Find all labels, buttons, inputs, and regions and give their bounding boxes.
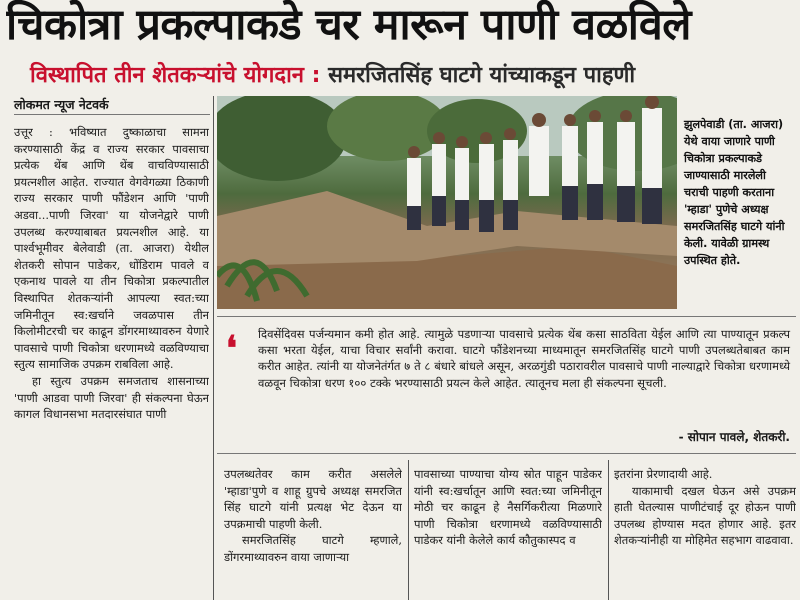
- quote-mark-icon: ❛: [226, 329, 237, 369]
- article-paragraph: हा स्तुत्य उपक्रम समजताच शासनाच्या 'पाणी आडवा पाणी जिरवा' ही संकल्पना घेऊन कागल विधानसभा मतदारसंघात पाणी: [14, 373, 209, 422]
- article-paragraph: उपलब्धतेवर काम करीत असलेले 'म्हाडा'पुणे व शाहू ग्रुपचे अध्यक्ष समरजित सिंह घाटगे यांनी प्रत्यक्ष भेट देऊन या उपक्रमाची पाहणी केली.: [224, 467, 402, 531]
- headline: चिकोत्रा प्रकल्पाकडे चर मारून पाणी वळविले: [6, 0, 691, 50]
- photo-caption: झुलपेवाडी (ता. आजरा) येथे वाया जाणारे पाणी चिकोत्रा प्रकल्पाकडे जाण्यासाठी मारलेली चराची पाहणी करताना 'म्हाडा' पुणेचे अध्यक्ष समरजितसिंह घाटगे यांनी केली. यावेळी ग्रामस्थ उपस्थित होते.: [684, 118, 785, 267]
- article-paragraph: पावसाच्या पाण्याचा योग्य स्रोत पाहून पाडेकर यांनी स्व:खर्चातून आणि स्वत:च्या जमिनीतून मोठी चर काढून हे नैसर्गिकरीत्या मिळणारे पाणी चिकोत्रा धरणामध्ये वळविण्यासाठी पाडेकर यांनी केलेले कार्य कौतुकास्पद व: [414, 467, 602, 548]
- subhead-part2: समरजितसिंह घाटगे यांच्याकडून पाहणी: [328, 63, 636, 88]
- photo-illustration: [217, 96, 677, 309]
- quote-text: दिवसेंदिवस पर्जन्यमान कमी होत आहे. त्यामुळे पडणाऱ्या पावसाचे प्रत्येक थेंब कसा साठविता येईल आणि त्या पाण्यातून प्रकल्प कसा भरता येईल, याचा विचार सर्वांनी करावा. घाटगे फौंडेशनच्या माध्यमातून समरजितसिंह घाटगे पाणी उपलब्धतेबाबत काम करीत आहेत. त्यांनी या योजनेतंर्गत ७ ते ८ बंधारे बांधले असून, अरळगुंडी पठारावरील पावसाचे पाणी नाल्याद्वारे चिकोत्रा धरणामध्ये वळवून चिकोत्रा धरण १०० टक्के भरण्यासाठी प्रयत्न केले आहेत. त्यातूनच मला ही संकल्पना सूचली.: [258, 327, 790, 390]
- column-divider: [408, 460, 409, 600]
- subheadline: [30, 60, 635, 92]
- article-column-2: [224, 466, 402, 600]
- article-column-1: [14, 124, 209, 600]
- quote-attribution: - सोपान पावले, शेतकरी.: [678, 430, 790, 444]
- byline: लोकमत न्यूज नेटवर्क: [14, 97, 109, 112]
- section-divider: [217, 316, 796, 317]
- article-paragraph: समरजितसिंह घाटगे म्हणाले, डोंगरमाथ्यावरुन वाया जाणाऱ्या: [224, 533, 402, 564]
- column-divider: [213, 96, 214, 600]
- subhead-part1: विस्थापित तीन शेतकऱ्यांचे योगदान :: [30, 63, 321, 88]
- article-column-4: [614, 466, 796, 600]
- byline-rule: [14, 114, 210, 115]
- section-divider: [217, 453, 796, 454]
- column-divider: [608, 460, 609, 600]
- article-paragraph: इतरांना प्रेरणादायी आहे.: [614, 467, 713, 481]
- news-photo: [217, 96, 677, 309]
- article-paragraph: उत्तूर : भविष्यात दुष्काळाचा सामना करण्यासाठी केंद्र व राज्य सरकार पावसाचा प्रत्येक थेंब आणि थेंब वाचविण्यासाठी प्रयत्नशील आहेत. राज्यात वेगवेगळ्या ठिकाणी राज्य सरकार पाणी फौंडेशन आणि 'पाणी अडवा...पाणी जिरवा' या योजनेद्वारे पाणी उपलब्ध करण्याबाबत प्रयत्नशील आहे. या पार्श्वभूमीवर बेलेवाडी (ता. आजरा) येथील शेतकरी सोपान पाडेकर, धोंडिराम पावले व एकनाथ पावले या तीन चिकोत्रा प्रकल्पातील विस्थापित शेतकऱ्यांनी आपल्या स्वत:च्या जमिनीतून स्व:खर्चाने जवळपास तीन किलोमीटरची चर काढून डोंगरमाथ्यावरुन येणारे पावसाचे पाणी चिकोत्रा धरणामध्ये वळविण्याचा स्तुत्य सामाजिक उपक्रम राबविला आहे.: [14, 125, 209, 372]
- article-paragraph: याकामाची दखल घेऊन असे उपक्रम हाती घेतल्यास पाणीटंचाई दूर होऊन पाणी उपलब्ध होण्यास मदत होणार आहे. इतर शेतकऱ्यांनीही या मोहिमेत सहभाग वाढवावा.: [614, 483, 796, 548]
- article-column-3: [414, 466, 602, 600]
